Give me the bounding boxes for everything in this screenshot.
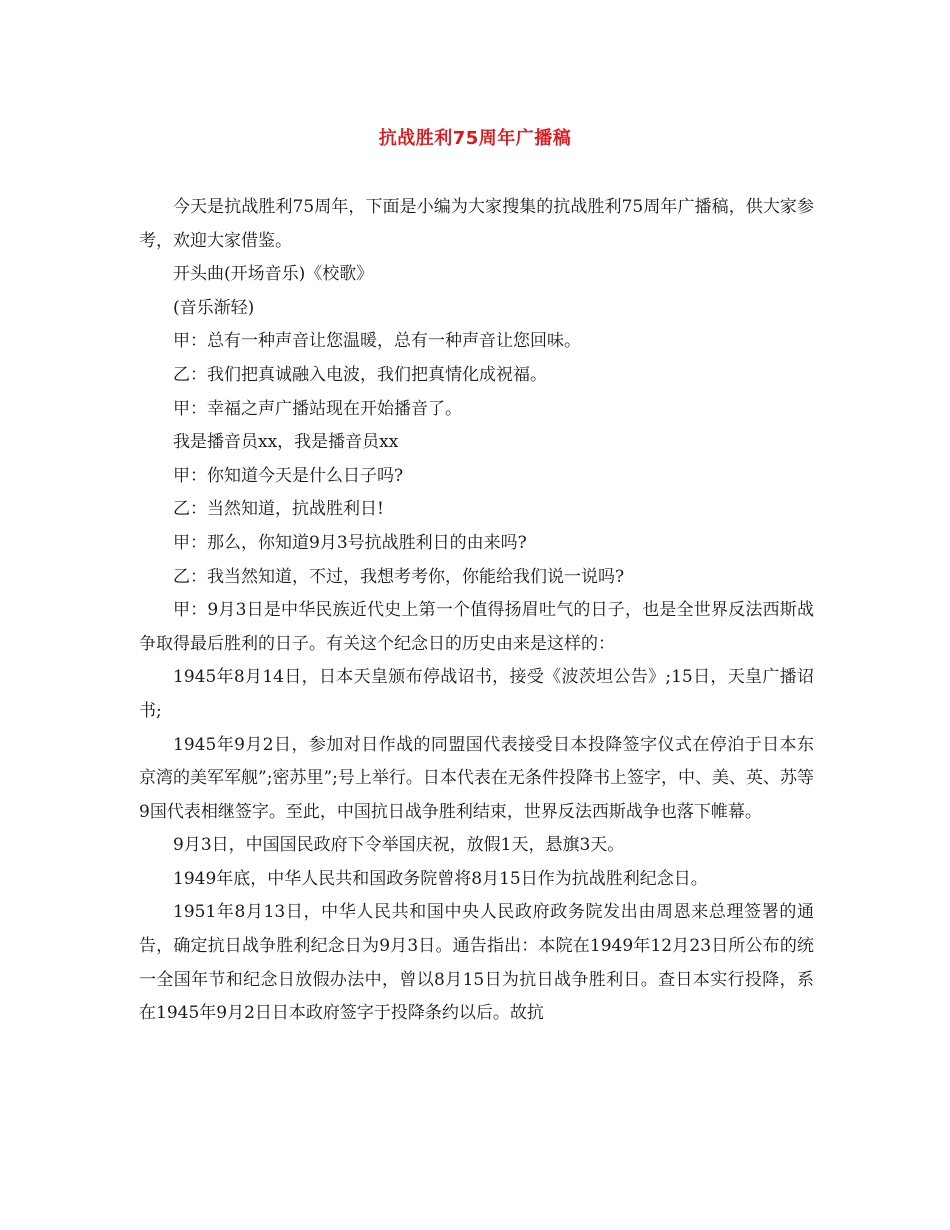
paragraph: 1945年8月14日，日本天皇颁布停战诏书，接受《波茨坦公告》;15日，天皇广播诏书;: [139, 667, 814, 721]
paragraph: 1949年底，中华人民共和国政务院曾将8月15日作为抗战胜利纪念日。: [173, 868, 708, 889]
paragraph: 乙：我们把真诚融入电波，我们把真情化成祝福。: [173, 364, 547, 385]
paragraph: 甲：那么，你知道9月3号抗战胜利日的由来吗?: [173, 532, 527, 553]
document-body: [139, 191, 814, 1031]
paragraph: 1951年8月13日，中华人民共和国中央人民政府政务院发出由周恩来总理签署的通告，确定抗日战争胜利纪念日为9月3日。通告指出：本院在1949年12月23日所公布的统一全国年节和纪念日放假办法中，曾以8月15日为抗日战争胜利日。查日本实行投降，系在1945年9月2日日本政府签字于投降条约以后。故抗: [139, 902, 814, 1024]
paragraph: 甲：你知道今天是什么日子吗?: [173, 465, 404, 486]
paragraph: (音乐渐轻): [173, 297, 255, 318]
paragraph: 甲：总有一种声音让您温暖，总有一种声音让您回味。: [173, 331, 581, 352]
paragraph: 我是播音员xx，我是播音员xx: [173, 432, 399, 453]
paragraph: 乙：我当然知道，不过，我想考考你，你能给我们说一说吗?: [173, 566, 625, 587]
paragraph: 乙：当然知道，抗战胜利日!: [173, 499, 384, 520]
paragraph: 1945年9月2日，参加对日作战的同盟国代表接受日本投降签字仪式在停泊于日本东京湾的美军军舰”;密苏里”;号上举行。日本代表在无条件投降书上签字，中、美、英、苏等9国代表相继签字。至此，中国抗日战争胜利结束，世界反法西斯战争也落下帷幕。: [139, 734, 814, 822]
paragraph: 开头曲(开场音乐)《校歌》: [173, 264, 374, 285]
document-title: 抗战胜利75周年广播稿: [378, 128, 572, 149]
paragraph: 甲：9月3日是中华民族近代史上第一个值得扬眉吐气的日子，也是全世界反法西斯战争取得最后胜利的日子。有关这个纪念日的历史由来是这样的：: [139, 600, 814, 654]
paragraph: 9月3日，中国国民政府下令举国庆祝，放假1天，悬旗3天。: [173, 835, 625, 856]
paragraph: 今天是抗战胜利75周年，下面是小编为大家搜集的抗战胜利75周年广播稿，供大家参考，欢迎大家借鉴。: [139, 197, 814, 251]
paragraph: 甲：幸福之声广播站现在开始播音了。: [173, 398, 462, 419]
